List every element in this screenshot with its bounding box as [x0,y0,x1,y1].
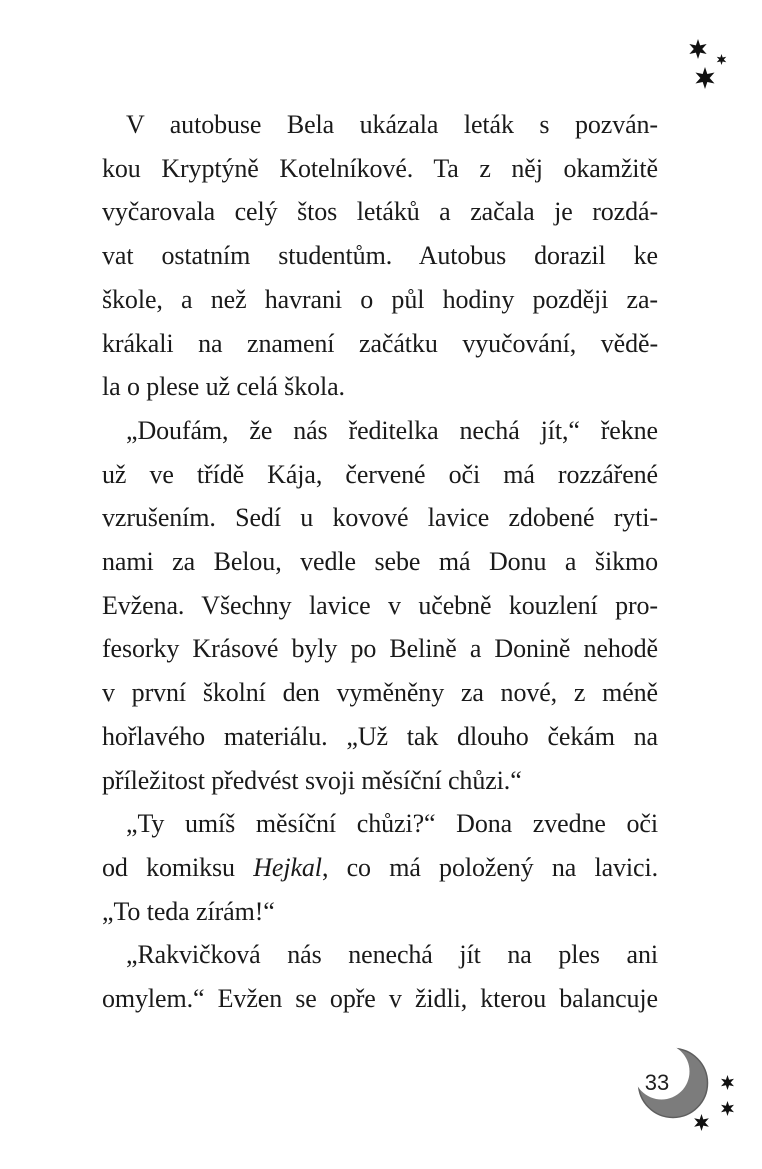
star-icon [720,1101,735,1116]
text-line: la o plese už celá škola. [102,372,345,402]
text-line: V autobuse Bela ukázala leták s pozván- [126,110,658,139]
star-icon [720,1075,735,1090]
star-icon [693,1114,710,1131]
text-line: od komiksu Hejkal, co má položený na lavici. [102,852,659,882]
star-icon [716,54,727,65]
text-line: vzrušením. Sedí u kovové lavice zdobené ryti- [102,503,658,533]
text-line: „Ty umíš měsíční chůzi?“ Dona zvedne oči [126,809,658,839]
text-line: vyčarovala celý štos letáků a začala je rozdá- [102,197,658,227]
body-text [102,103,658,1021]
text-line: Evžena. Všechny lavice v učebně kouzlení pro- [102,590,658,620]
text-line: už ve třídě Kája, červené oči má rozzářené [102,459,658,489]
text-line: omylem.“ Evžen se opře v židli, kterou balancuje [102,984,658,1014]
text-line: „To teda zírám!“ [102,896,275,926]
star-icon [694,67,716,89]
text-line: fesorky Krásové byly po Belině a Donině nehodě [102,634,658,664]
text-line: škole, a než havrani o půl hodiny později za- [102,284,658,314]
text-line: krákali na znamení začátku vyučování, vědě- [102,328,658,358]
text-line: příležitost předvést svoji měsíční chůzi.“ [102,765,522,795]
text-line: „Rakvičková nás nenechá jít na ples ani [126,940,658,970]
page-number: 33 [644,1070,670,1095]
text-line: nami za Belou, vedle sebe má Donu a šikmo [102,547,658,577]
star-icon [688,39,708,59]
text-line: „Doufám, že nás ředitelka nechá jít,“ řekne [126,415,658,445]
text-line: vat ostatním studentům. Autobus dorazil ke [102,241,658,271]
text-line: v první školní den vyměněny za nové, z méně [102,678,658,708]
text-line: kou Kryptýně Kotelníkové. Ta z něj okamžitě [102,153,658,183]
text-line: hořlavého materiálu. „Už tak dlouho čekám na [102,721,658,751]
